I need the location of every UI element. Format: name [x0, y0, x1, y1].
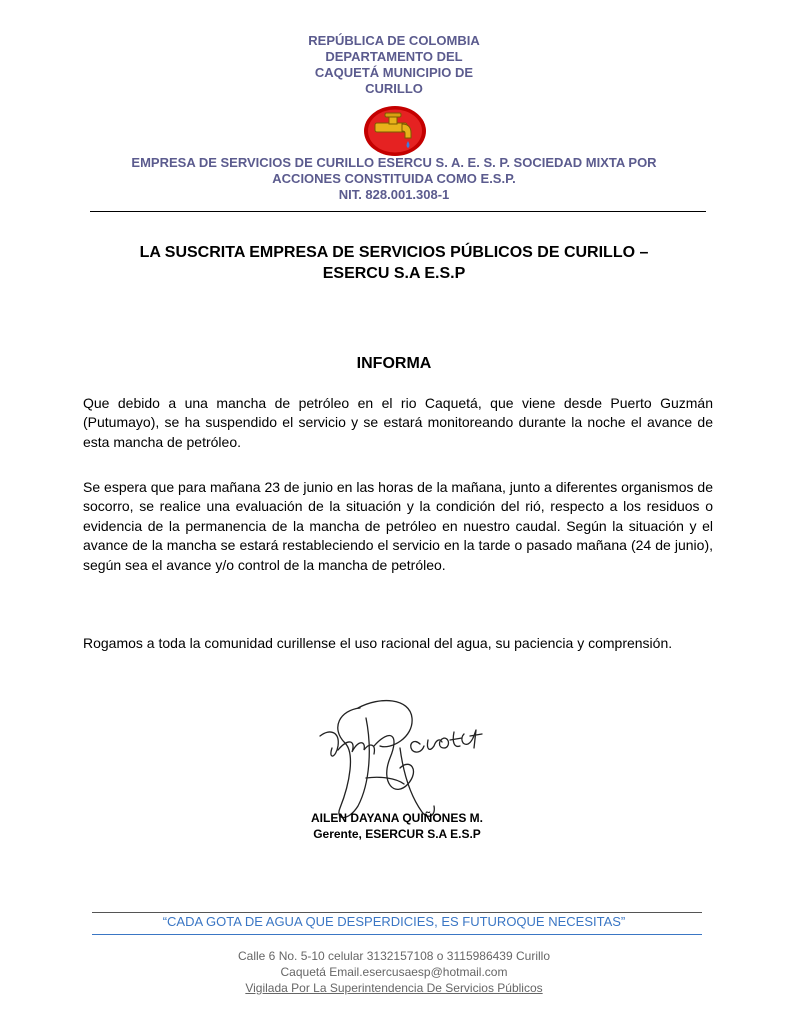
header-line-4: CURILLO [365, 81, 423, 96]
address-line-1: Calle 6 No. 5-10 celular 3132157108 o 3115986439 Curillo [238, 949, 550, 963]
paragraph-1: Que debido a una mancha de petróleo en el rio Caquetá, que viene desde Puerto Guzmán (Putumayo), se ha suspendido el servicio y se estará monitoreando durante la noche el avance de esta mancha de petróleo. [83, 395, 713, 450]
footer-bottom-rule [92, 934, 702, 935]
company-nit: NIT. 828.001.308-1 [338, 187, 450, 202]
header-line-2: DEPARTAMENTO DEL [325, 49, 463, 64]
header-line-1: REPÚBLICA DE COLOMBIA [308, 33, 480, 48]
faucet-drop-icon [362, 105, 428, 157]
address-line-2[interactable]: Caquetá Email.esercusaesp@hotmail.com [280, 965, 508, 979]
header-line-3: CAQUETÁ MUNICIPIO DE [314, 65, 474, 80]
signatory [0, 810, 788, 842]
paragraph-3: Rogamos a toda la comunidad curillense el uso racional del agua, su paciencia y comprensión. [83, 635, 673, 651]
document-title [0, 242, 788, 284]
superintendencia-link[interactable]: Vigilada Por La Superintendencia De Servicios Públicos [245, 981, 543, 995]
title-line-2: ESERCU S.A E.S.P [322, 265, 466, 282]
footer-address [0, 948, 788, 996]
signatory-role: Gerente, ESERCUR S.A E.S.P [313, 827, 481, 841]
title-line-1: LA SUSCRITA EMPRESA DE SERVICIOS PÚBLICOS DE CURILLO – [139, 244, 649, 261]
company-line-1: EMPRESA DE SERVICIOS DE CURILLO ESERCU S. A. E. S. P. SOCIEDAD MIXTA POR [131, 155, 657, 170]
header-company [0, 155, 788, 203]
company-line-2: ACCIONES CONSTITUIDA COMO E.S.P. [272, 171, 516, 186]
paragraph-2: Se espera que para mañana 23 de junio en las horas de la mañana, junto a diferentes organismos de socorro, se realice una evaluación de la situación y la condición del rió, respecto a los residuos o evidencia de la permanencia de la mancha de petróleo en nuestro caudal. Según la situación y el avance de la mancha se estará restableciendo el servicio en la tarde o pasado mañana (24 de junio), según sea el avance y/o control de la mancha de petróleo. [83, 479, 713, 573]
header-municipality [0, 33, 788, 97]
signatory-name: AILEN DAYANA QUIÑONES M. [310, 811, 484, 825]
footer-top-rule [92, 912, 702, 913]
footer-slogan: “CADA GOTA DE AGUA QUE DESPERDICIES, ES FUTUROQUE NECESITAS” [162, 914, 626, 929]
informa-heading: INFORMA [356, 355, 432, 372]
header-divider [90, 211, 706, 212]
handwritten-signature [300, 688, 520, 828]
